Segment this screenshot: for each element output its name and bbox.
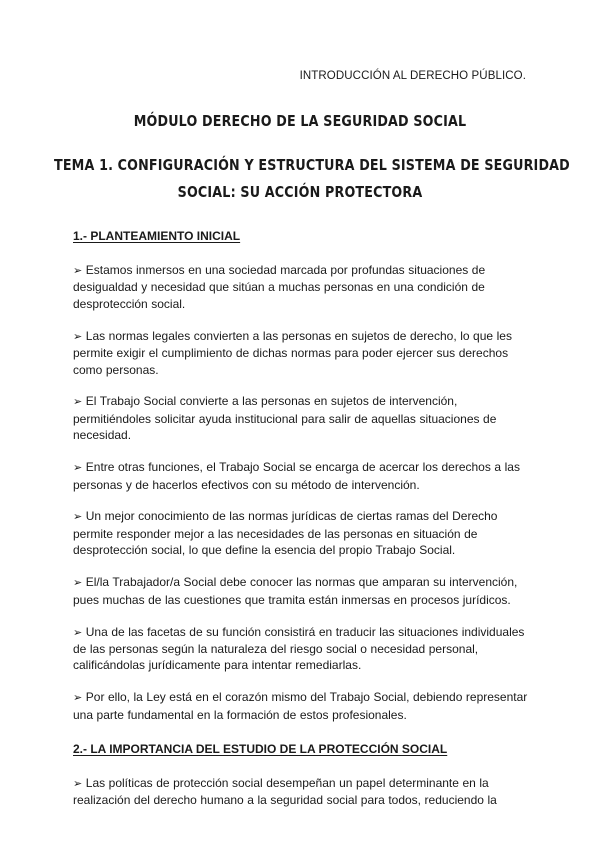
right-arrowhead-icon: ➢ [73,691,83,705]
section-heading-2: 2.- LA IMPORTANCIA DEL ESTUDIO DE LA PROTECCIÓN SOCIAL [73,742,448,757]
bullet-paragraph [73,459,533,493]
right-arrowhead-icon: ➢ [73,461,83,475]
paragraph-text: Las políticas de protección social desempeñan un papel determinante en la realización del derecho humano a la seguridad social para todos, reduciendo la [73,776,497,808]
paragraph-text: Entre otras funciones, el Trabajo Social se encarga de acercar los derechos a las personas y de hacerlos efectivos con su método de intervención. [73,460,520,492]
bullet-paragraph [73,689,533,723]
tema-title-line-2: SOCIAL: SU ACCIÓN PROTECTORA [177,183,423,201]
right-arrowhead-icon: ➢ [73,510,83,524]
right-arrowhead-icon: ➢ [73,264,83,277]
paragraph-text: Estamos inmersos en una sociedad marcada por profundas situaciones de desigualdad y necesidad que sitúan a muchas personas en una condición de desprotección social. [73,263,486,311]
module-title: MÓDULO DERECHO DE LA SEGURIDAD SOCIAL [133,112,467,130]
right-arrowhead-icon: ➢ [73,329,83,343]
paragraph-text: Por ello, la Ley está en el corazón mismo del Trabajo Social, debiendo representar una parte fundamental en la formación de estos profesionales. [73,690,528,722]
bullet-paragraph [73,574,533,608]
running-header: INTRODUCCIÓN AL DERECHO PÚBLICO. [299,70,526,82]
document-body [73,228,533,824]
right-arrowhead-icon: ➢ [73,576,83,590]
bullet-paragraph [73,328,533,378]
bullet-paragraph [73,624,533,674]
bullet-paragraph [73,262,533,312]
paragraph-text: El Trabajo Social convierte a las personas en sujetos de intervención, permitiéndoles solicitar ayuda institucional para salir de aquellas situaciones de necesidad. [73,394,497,443]
paragraph-text: El/la Trabajador/a Social debe conocer las normas que amparan su intervención, pues muchas de las cuestiones que tramita están inmersas en procesos jurídicos. [73,575,518,607]
tema-title-line-1: TEMA 1. CONFIGURACIÓN Y ESTRUCTURA DEL SISTEMA DE SEGURIDAD [54,156,570,174]
right-arrowhead-icon: ➢ [73,395,83,409]
right-arrowhead-icon: ➢ [73,625,83,639]
right-arrowhead-icon: ➢ [73,777,83,791]
tema-title [54,152,570,206]
paragraph-text: Una de las facetas de su función consistirá en traducir las situaciones individuales de las personas según la naturaleza del riesgo social o necesidad personal, calificándolas jurídicamente para intentar remediarlas. [73,624,525,673]
section-heading-1: 1.- PLANTEAMIENTO INICIAL [73,229,241,243]
bullet-paragraph [73,508,533,558]
paragraph-text: Las normas legales convierten a las personas en sujetos de derecho, lo que les permite exigir el cumplimiento de dichas normas para poder ejercer sus derechos como personas. [73,328,512,377]
bullet-paragraph [73,393,533,443]
bullet-paragraph [73,775,533,809]
paragraph-text: Un mejor conocimiento de las normas jurídicas de ciertas ramas del Derecho permite responder mejor a las necesidades de las personas en situación de desprotección social, lo que define la esencia del propio Trabajo Social. [73,509,498,558]
